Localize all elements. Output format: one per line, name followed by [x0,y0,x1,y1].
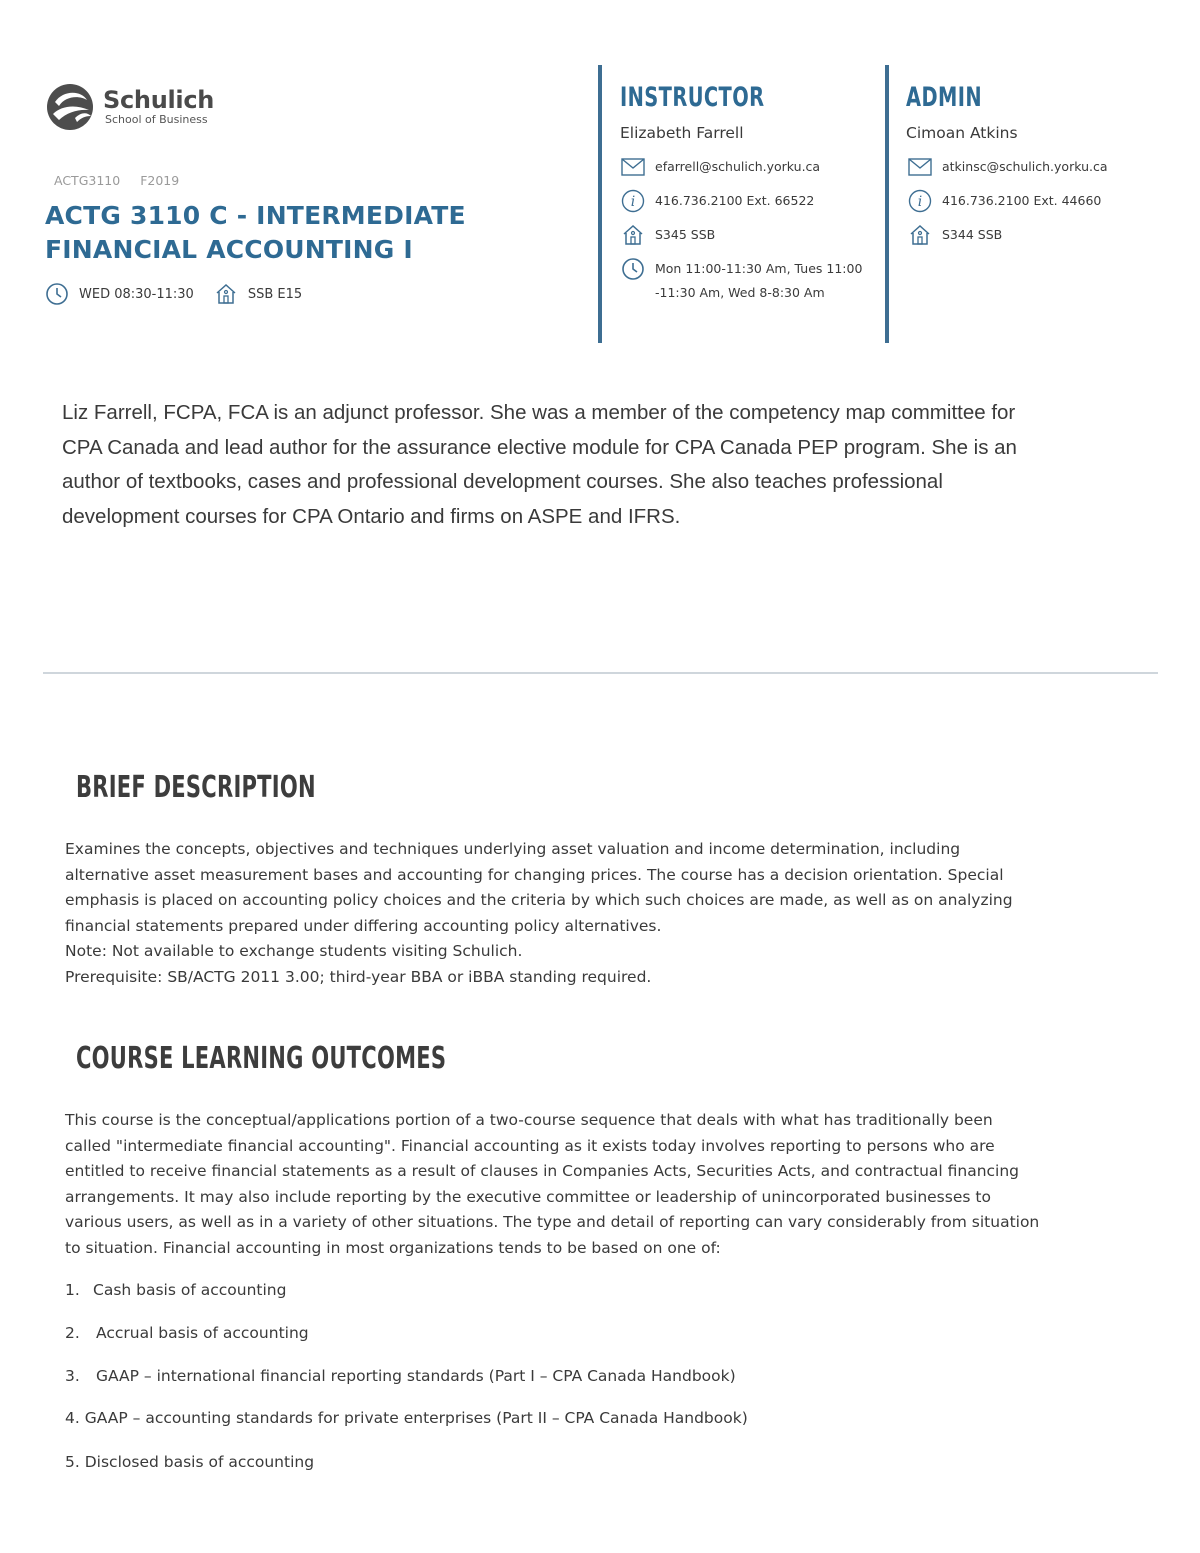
course-title [45,199,545,267]
brief-description-heading: BRIEF DESCRIPTION [76,770,316,805]
course-code: ACTG3110 [54,173,121,188]
list-item-text: Disclosed basis of accounting [84,1453,315,1471]
instructor-bio [62,396,1147,534]
list-item [65,1453,314,1471]
list-item-number: 2. [65,1324,80,1342]
building-icon [214,282,238,306]
course-title-line2: FINANCIAL ACCOUNTING I [45,235,413,264]
bio-line: development courses for CPA Ontario and firms on ASPE and IFRS. [62,504,681,528]
learning-outcomes-heading: COURSE LEARNING OUTCOMES [76,1041,447,1076]
learning-outcomes-text [65,1108,1135,1261]
list-item-number: 3. [65,1367,80,1385]
outcomes-line: This course is the conceptual/applications portion of a two-course sequence that deals with what has traditionally been [65,1111,993,1129]
course-title-line1: ACTG 3110 C - INTERMEDIATE [45,201,466,230]
brief-line: Note: Not available to exchange students visiting Schulich. [65,942,523,960]
logo-subtitle: School of Business [105,113,208,126]
building-icon [621,223,645,247]
bio-line: Liz Farrell, FCPA, FCA is an adjunct professor. She was a member of the competency map committee for [62,401,1016,424]
outcomes-line: to situation. Financial accounting in most organizations tends to be based on one of: [65,1238,721,1257]
list-item-number: 4. [65,1409,80,1427]
instructor-hours-line2: -11:30 Am, Wed 8-8:30 Am [655,285,825,300]
admin-email-row [908,155,1108,179]
section-divider [43,672,1158,674]
admin-office-row [908,223,1002,247]
course-meta [45,282,322,306]
admin-divider-bar [885,65,889,343]
brief-line: emphasis is placed on accounting policy choices and the criteria by which such choices are made, as well as on analyzing [65,891,1013,909]
instructor-phone: 416.736.2100 Ext. 66522 [655,193,815,208]
list-item [65,1324,309,1342]
list-item-number: 5. [65,1453,80,1471]
instructor-hours-row [621,257,862,305]
bio-line: CPA Canada and lead author for the assurance elective module for CPA Canada PEP program. She is an [62,435,1017,459]
admin-phone: 416.736.2100 Ext. 44660 [942,193,1102,208]
list-item-text: Cash basis of accounting [93,1281,287,1299]
admin-email[interactable]: atkinsc@schulich.yorku.ca [942,159,1108,174]
svg-text:i: i [630,194,636,210]
envelope-icon [908,158,932,176]
admin-office: S344 SSB [942,227,1003,242]
clock-icon [45,282,69,306]
schulich-logo [45,82,245,132]
logo-name: Schulich [103,86,215,114]
building-icon [908,223,932,247]
list-item-number: 1. [65,1281,80,1299]
instructor-email[interactable]: efarrell@schulich.yorku.ca [655,159,821,174]
outcomes-line: called "intermediate financial accounting". Financial accounting as it exists today involves reporting to persons who are [65,1136,995,1155]
list-item-text: Accrual basis of accounting [96,1324,309,1342]
outcomes-line: various users, as well as in a variety of other situations. The type and detail of reporting can vary considerably from situation [65,1213,1040,1231]
admin-heading: ADMIN [906,82,983,113]
brief-line: Examines the concepts, objectives and techniques underlying asset valuation and income determination, including [65,840,961,858]
admin-phone-row [908,189,1101,213]
course-code-line [54,173,199,188]
clock-icon [621,257,645,281]
brief-line: Prerequisite: SB/ACTG 2011 3.00; third-year BBA or iBBA standing required. [65,967,652,986]
instructor-office-row [621,223,715,247]
instructor-hours-line1: Mon 11:00-11:30 Am, Tues 11:00 [655,261,863,276]
instructor-office: S345 SSB [655,227,716,242]
admin-name: Cimoan Atkins [906,124,1018,142]
instructor-hours [655,257,862,305]
schulich-logo-icon [45,82,95,132]
bio-line: author of textbooks, cases and professional development courses. She also teaches professional [62,470,943,493]
outcomes-line: arrangements. It may also include reporting by the executive committee or leadership of unincorporated businesses to [65,1187,991,1206]
course-schedule: WED 08:30-11:30 [79,286,194,302]
course-room: SSB E15 [247,286,303,302]
brief-description-text [65,837,1135,990]
info-icon [621,189,645,213]
list-item-text: GAAP – international financial reporting standards (Part I – CPA Canada Handbook) [96,1367,736,1385]
list-item [65,1281,286,1299]
outcomes-line: entitled to receive financial statements as a result of clauses in Companies Acts, Securities Acts, and contractual financing [65,1162,1020,1180]
envelope-icon [621,158,645,176]
instructor-heading: INSTRUCTOR [620,82,765,113]
instructor-phone-row [621,189,814,213]
svg-text:i: i [917,194,923,210]
instructor-email-row [621,155,820,179]
info-icon [908,189,932,213]
instructor-name: Elizabeth Farrell [620,124,744,142]
brief-line: alternative asset measurement bases and accounting for changing prices. The course has a decision orientation. Special [65,865,1004,884]
instructor-divider-bar [598,65,602,343]
list-item [65,1409,748,1427]
list-item [65,1367,736,1385]
list-item-text: GAAP – accounting standards for private enterprises (Part II – CPA Canada Handbook) [84,1409,748,1427]
brief-line: financial statements prepared under differing accounting policy alternatives. [65,916,662,935]
course-term: F2019 [140,173,180,188]
